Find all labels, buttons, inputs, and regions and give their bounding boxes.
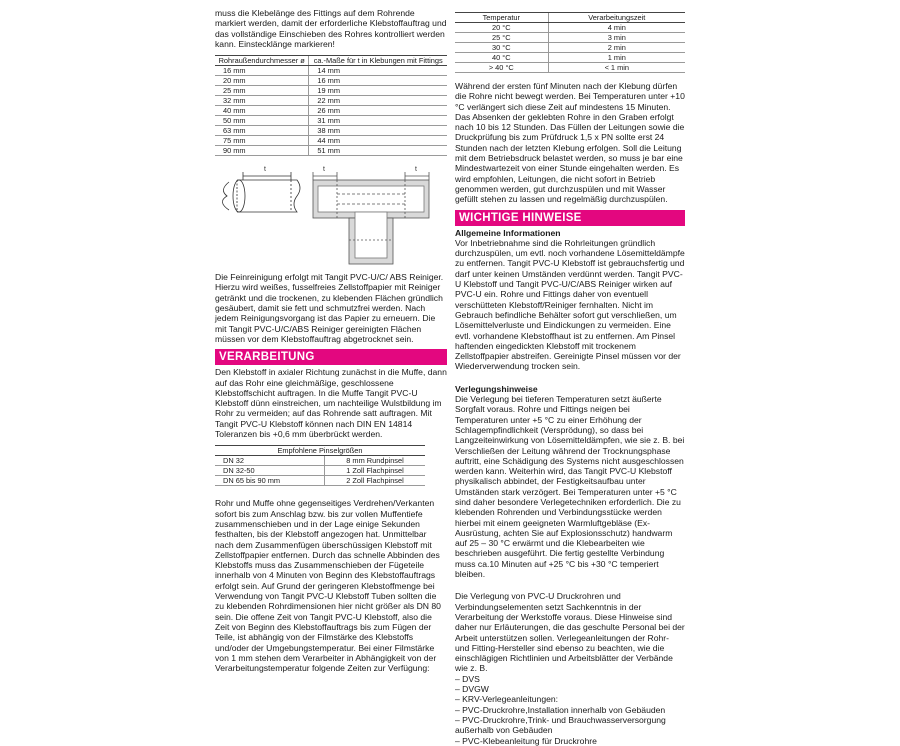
table-cell: 1 Zoll Flachpinsel — [325, 466, 425, 476]
table-cell: 1 min — [548, 53, 685, 63]
table-row — [215, 126, 447, 136]
table-row — [215, 106, 447, 116]
curing-paragraph: Während der ersten fünf Minuten nach der Klebung dürfen die Rohre nicht bewegt werden. Bei Temperaturen unter +10 °C verlängert sich diese Zeit auf mindestens 15 Minuten. Das Absenken der geklebten Rohre in den Graben erfolgt nach 10 bis 12 Stunden. Das Füllen der Leitungen sowie die Druckprüfung bis zum Prüfdruck 1,5 x PN sollte erst 24 Stunden nach der letzten Klebung erfolgen. Soll die Leitung mit dem Betriebsdruck belastet werden, so muss je bar eine Mindestwartezeit von einer Stunde eingehalten werden. Es wird empfohlen, Leitungen, die nicht sofort in Betrieb genommen werden, gut durchzuspülen und mit Wasser gefüllt stehen zu lassen und regelmäßig durchzuspülen. — [455, 81, 685, 205]
table-row — [455, 33, 685, 43]
list-item: – PVC-Druckrohre,Installation innerhalb von Gebäuden — [455, 704, 666, 715]
table-cell: 30 °C — [455, 43, 548, 53]
druckrohr-paragraph: Die Verlegung von PVC-U Druckrohren und Verbindungselementen setzt Sachkenntnis in der Verarbeitung der Werkstoffe voraus. Diese Hinweise sind daher nur Erläuterungen, die das geschulte Personal bei der Arbeit unterstützen sollen. Verlegeanleitungen der Rohr- und Fitting-Hersteller sind ebenso zu beachten, wie die einschlägigen Richtlinien und Arbeitsblätter der Verbände wie z. B. — [455, 591, 685, 674]
table-cell: 25 mm — [215, 86, 309, 96]
table-row — [455, 43, 685, 53]
table-cell: 38 mm — [309, 126, 447, 136]
table-cell: < 1 min — [548, 63, 685, 73]
table-row — [215, 136, 447, 146]
table-cell: 75 mm — [215, 136, 309, 146]
table-row — [215, 76, 447, 86]
table-cell: > 40 °C — [455, 63, 548, 73]
allgemein-paragraph: Vor Inbetriebnahme sind die Rohrleitungen gründlich durchzuspülen, um evtl. noch vorhandene Lösemitteldämpfe zu entfernen. Tangit PVC-U Klebstoff ist gebrauchsfertig und darf unter keinen Umständen verdünnt werden. Tangit PVC-U Klebstoff und Tangit PVC-U/C/ABS Reiniger wirken auf PVC-U ein. Rohre und Fittings daher von eventuell verschütteten Klebstoff/Reiniger fernhalten. Nicht im Gebrauch befindliche Behälter sofort gut verschließen, um Lösemittelverluste und Eindickungen zu vermeiden. Eine evtl. vorhandene Klebstoffhaut ist zu entfernen. Am Pinsel haftenden eingedickten Klebstoff mit trockenem Zellstoffpapier abstreifen. Gereinigte Pinsel müssen vor der Wiederverwendung trocken sein. — [455, 237, 685, 372]
list-item: – DVGW — [455, 684, 489, 695]
table-cell: DN 65 bis 90 mm — [215, 476, 325, 486]
table-row — [215, 86, 447, 96]
right-column — [455, 8, 685, 746]
dimension-label-t: t — [415, 166, 417, 174]
pipe-fitting-drawing — [215, 160, 447, 270]
table-row — [215, 116, 447, 126]
table-cell: 50 mm — [215, 116, 309, 126]
table-row — [455, 53, 685, 63]
table-row — [455, 63, 685, 73]
table-row — [215, 466, 425, 476]
dimension-label-t: t — [323, 166, 325, 174]
table-cell: 44 mm — [309, 136, 447, 146]
table-cell: 8 mm Rundpinsel — [325, 456, 425, 466]
table-row — [215, 456, 425, 466]
table-header: ca.-Maße für t in Klebungen mit Fittings — [309, 56, 447, 66]
table-cell: 32 mm — [215, 96, 309, 106]
cleaning-paragraph: Die Feinreinigung erfolgt mit Tangit PVC-U/C/ ABS Reiniger. Hierzu wird weißes, fusselfreies Zellstoffpapier mit Reiniger getränkt und die trockenen, zu klebenden Flächen gründlich gesäubert, damit sie fett und schmutzfrei werden. Nach jedem Reinigungsvorgang ist das Papier zu erneuern. Die mit Tangit PVC-U/C/ABS Reiniger gereinigten Flächen müssen vor dem Klebstoffauftrag abgetrocknet sein. — [215, 272, 444, 344]
table-cell: 2 Zoll Flachpinsel — [325, 476, 425, 486]
section-heading-verarbeitung: VERARBEITUNG — [215, 349, 447, 365]
table-header: Rohraußendurchmesser ø — [215, 56, 309, 66]
table-cell: DN 32 — [215, 456, 325, 466]
table-row — [215, 476, 425, 486]
insert-length-table — [215, 55, 447, 156]
table-row — [455, 23, 685, 33]
left-column — [215, 8, 447, 673]
table-cell: 20 °C — [455, 23, 548, 33]
list-item: – KRV-Verlegeanleitungen: — [455, 694, 559, 705]
table-cell: 63 mm — [215, 126, 309, 136]
table-cell: 40 °C — [455, 53, 548, 63]
table-cell: 16 mm — [215, 66, 309, 76]
table-row — [215, 66, 447, 76]
verarbeitung-paragraph: Den Klebstoff in axialer Richtung zunächst in die Muffe, dann auf das Rohr eine gleichmäßige, geschlossene Klebstoffschicht auftragen. In die Muffe Tangit PVC-U Klebstoff dünn einstreichen, um nachteilige Wulstbildung im Rohr zu vermeiden; auf das Rohrende satt auftragen. Mit Tangit PVC-U Klebstoff können nach DIN EN 14814 Toleranzen bis +0,6 mm überbrückt werden. — [215, 367, 447, 440]
table-cell: DN 32-50 — [215, 466, 325, 476]
dimension-label-t: t — [264, 166, 266, 174]
table-cell: 19 mm — [309, 86, 447, 96]
table-cell: 25 °C — [455, 33, 548, 43]
assembly-paragraph: Rohr und Muffe ohne gegenseitiges Verdrehen/Verkanten sofort bis zum Anschlag bzw. bis zur vollen Muffentiefe zusammenschieben und in der Lage einige Sekunden festhalten, bis der Klebstoff angezogen hat. Unmittelbar nach dem Zusammenfügen überschüssigen Klebstoff mit Zellstoffpapier entfernen. Durch das schnelle Abbinden des Klebstoffs muss das Zusammenschieben der Fügeteile innerhalb von 4 Minuten von Beginn des Klebstoffauftrags erfolgt sein. Auf Grund der geringeren Klebstoffmenge bei Verwendung von Tangit PVC-U Klebstoff Tuben sollten die zu klebenden Rohrdimensionen hier nicht größer als DN 80 sein. Die offene Zeit von Tangit PVC-U Klebstoff, also die Zeit von Beginn des Klebstoffauftrags bis zum Fügen der Teile, ist abhängig von der Filmstärke des Klebstoffs und/oder der Umgebungstemperatur. Bei einer Filmstärke von 1 mm stehen dem Verarbeiter in Abhängigkeit von der Verarbeitungstemperatur folgende Zeiten zur Verfügung: — [215, 498, 441, 674]
table-title: Empfohlene Pinselgrößen — [215, 446, 425, 456]
table-cell: 31 mm — [309, 116, 447, 126]
table-cell: 4 min — [548, 23, 685, 33]
list-item: – PVC-Klebeanleitung für Druckrohre — [455, 735, 597, 746]
table-cell: 20 mm — [215, 76, 309, 86]
brush-size-table — [215, 445, 425, 486]
reference-list — [455, 674, 685, 746]
intro-paragraph: muss die Klebelänge des Fittings auf dem Rohrende markiert werden, damit der erforderliche Klebstoffauftrag und das vollständige Einschieben des Rohres kontrolliert werden kann. Einstecklänge markieren! — [215, 8, 447, 49]
table-cell: 51 mm — [309, 146, 447, 156]
table-cell: 3 min — [548, 33, 685, 43]
table-cell: 26 mm — [309, 106, 447, 116]
processing-time-table — [455, 12, 685, 73]
list-item: – DVS — [455, 673, 480, 684]
table-cell: 22 mm — [309, 96, 447, 106]
tee-fitting-drawing — [313, 172, 429, 264]
table-header: Verarbeitungszeit — [548, 13, 685, 23]
verlegung-paragraph: Die Verlegung bei tieferen Temperaturen setzt äußerte Sorgfalt voraus. Rohre und Fittings neigen bei Temperaturen unter +5 °C zu einer Erhöhung der Schlagempfindlichkeit (Versprödung), so dass bei Langzeiteinwirkung von Lösemitteldämpfen, wie sie z. B. bei Verschließen der Leitung während der Trocknungsphase auftritt, eine Schädigung des Systems nicht ausgeschlossen werden kann. Weiterhin wird, das Tangit PVC-U Klebstoff physikalisch abbindet, der Festigkeitsaufbau unter Umständen stark verzögert. Bei Temperaturen unter +5 °C sind daher besondere Verlegetechniken erforderlich. Die zu klebenden Rohrenden und Verbindungsstücke werden hierbei mit einem geeigneten Warmluftgebläse (Ex-Ausrüstung, achten Sie auf Explosionsschutz) handwarm auf 25 – 30 °C erwärmt und die Klebearbeiten wie beschrieben ausgeführt. Die fertig gestellte Verbindung muss ca.10 Minuten auf +25 °C bis +30 °C temperiert bleiben. — [455, 394, 685, 580]
pipe-drawing — [222, 172, 300, 212]
subheading-allgemein: Allgemeine Informationen — [455, 227, 561, 238]
table-cell: 90 mm — [215, 146, 309, 156]
table-cell: 2 min — [548, 43, 685, 53]
table-cell: 14 mm — [309, 66, 447, 76]
table-cell: 16 mm — [309, 76, 447, 86]
table-header: Temperatur — [455, 13, 548, 23]
subheading-verlegung: Verlegungshinweise — [455, 383, 538, 394]
table-cell: 40 mm — [215, 106, 309, 116]
table-row — [215, 146, 447, 156]
table-row — [215, 96, 447, 106]
list-item: – PVC-Druckrohre,Trink- und Brauchwasserversorgung außerhalb von Gebäuden — [455, 714, 666, 736]
section-heading-wichtige-hinweise: WICHTIGE HINWEISE — [455, 210, 685, 226]
